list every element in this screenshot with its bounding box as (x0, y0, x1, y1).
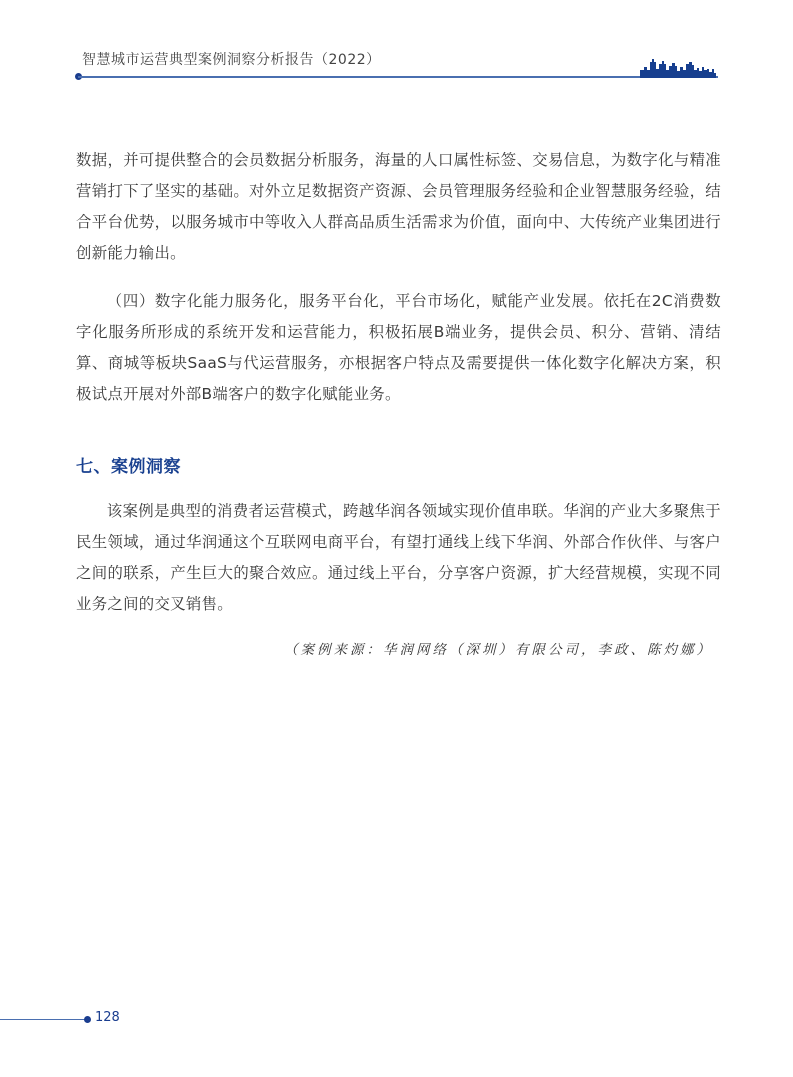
section-paragraph: 该案例是典型的消费者运营模式，跨越华润各领域实现价值串联。华润的产业大多聚焦于民生领域，通过华润通这个互联网电商平台，有望打通线上线下华润、外部合作伙伴、与客户之间的联系，产生巨大的聚合效应。通过线上平台，分享客户资源，扩大经营规模，实现不同业务之间的交叉销售。 (76, 502, 721, 613)
footer-divider (0, 1019, 86, 1020)
report-title: 智慧城市运营典型案例洞察分析报告（2022） (82, 52, 381, 68)
city-skyline-icon (640, 56, 720, 78)
body-paragraph: 数据，并可提供整合的会员数据分析服务，海量的人口属性标签、交易信息，为数字化与精准营销打下了坚实的基础。对外立足数据资产资源、会员管理服务经验和企业智慧服务经验，结合平台优势，以服务城市中等收入人群高品质生活需求为价值，面向中、大传统产业集团进行创新能力输出。 (76, 151, 721, 262)
footer-dot-icon (84, 1016, 91, 1023)
page-number: 128 (95, 1010, 120, 1025)
body-paragraph: （四）数字化能力服务化，服务平台化，平台市场化，赋能产业发展。依托在2C消费数字化服务所形成的系统开发和运营能力，积极拓展B端业务，提供会员、积分、营销、清结算、商城等板块SaaS与代运营服务，亦根据客户特点及需要提供一体化数字化解决方案，积极试点开展对外部B端客户的数字化赋能业务。 (76, 292, 721, 403)
section-title: 七、案例洞察 (76, 457, 181, 477)
case-source: （案例来源：华润网络（深圳）有限公司，李政、陈灼娜） (284, 642, 713, 658)
header-divider (78, 76, 718, 78)
